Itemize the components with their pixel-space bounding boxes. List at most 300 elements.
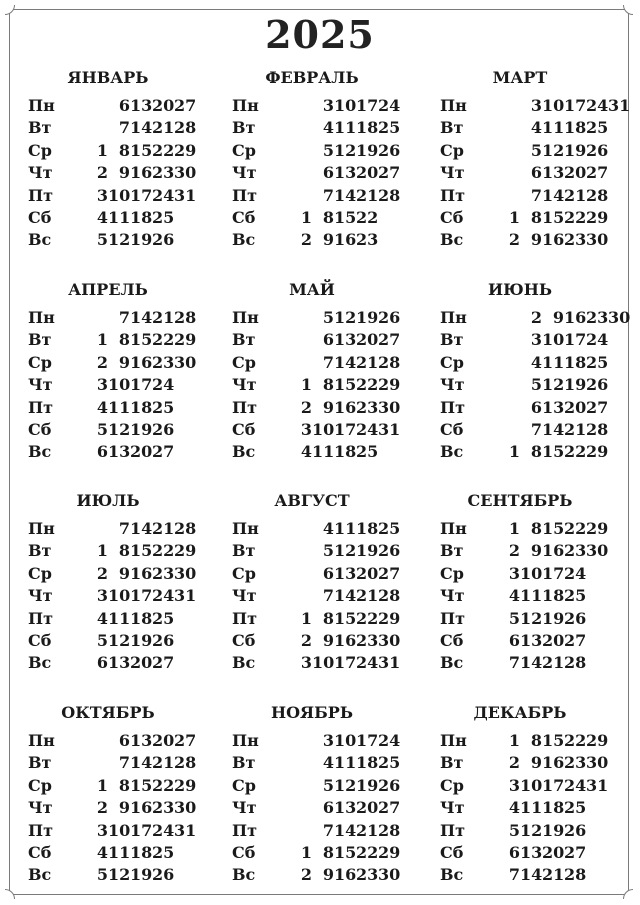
day-number: 24 [378,731,401,750]
day-number: 1 [96,775,108,795]
day-number: 15 [542,519,565,538]
day-number: 19 [564,140,587,160]
day-number: 19 [130,230,153,250]
day-number: 6 [96,653,108,673]
weekday-label: Чт [440,586,465,606]
day-number: 18 [356,519,379,538]
day-number: 5 [508,608,520,628]
day-number: 31 [378,420,401,439]
day-number: 28 [174,118,197,138]
day-number: 7 [118,308,130,327]
day-number: 17 [542,563,565,583]
day-number: 30 [586,230,609,250]
day-number: 22 [152,140,175,160]
day-number: 2 [96,798,108,818]
day-number: 11 [312,442,335,462]
day-number: 22 [564,208,587,227]
weekday-label: Пн [232,731,259,750]
day-number: 23 [564,541,587,561]
weekday-label: Сб [232,208,256,227]
day-number: 26 [564,820,587,840]
day-number: 5 [96,865,108,885]
frame-corner-ornament [623,889,633,899]
weekday-label: Вт [28,541,52,561]
day-number: 18 [130,608,153,628]
day-number: 23 [152,352,175,372]
day-number: 25 [378,118,401,138]
day-number: 19 [130,420,153,439]
day-number: 14 [334,185,357,205]
day-number: 8 [118,140,130,160]
day-number: 28 [586,420,609,439]
day-number: 14 [130,118,153,138]
year-title: 2025 [265,12,375,57]
day-number: 15 [130,541,153,561]
day-number: 25 [152,397,175,417]
day-number: 21 [152,308,175,327]
weekday-label: Пт [28,820,54,840]
month-name: МАЙ [289,280,335,299]
day-number: 1 [508,519,520,538]
day-number: 4 [508,586,520,606]
day-number: 2 [508,230,520,250]
day-number: 17 [356,96,379,115]
day-number: 9 [118,798,130,818]
day-number: 5 [508,820,520,840]
day-number: 16 [334,631,357,650]
day-number: 29 [378,375,401,395]
month-name: ОКТЯБРЬ [61,703,155,722]
day-number: 31 [174,586,197,606]
day-number: 21 [356,586,379,606]
day-number: 24 [152,820,175,840]
weekday-label: Чт [28,163,53,183]
day-number: 5 [96,420,108,439]
day-number: 17 [356,731,379,750]
day-number: 30 [174,352,197,372]
day-number: 25 [586,352,609,372]
day-number: 30 [608,308,631,327]
weekday-label: Пт [440,397,466,417]
weekday-label: Ср [28,140,52,160]
day-number: 4 [300,442,312,462]
day-number: 28 [378,352,401,372]
day-number: 13 [108,653,131,673]
day-number: 17 [130,586,153,606]
day-number: 12 [334,541,357,561]
day-number: 9 [530,541,542,561]
weekday-label: Вт [440,541,464,561]
day-number: 9 [118,163,130,183]
month-name: ФЕВРАЛЬ [265,68,359,87]
day-number: 20 [542,631,565,650]
day-number: 7 [118,753,130,773]
day-number: 8 [530,442,542,462]
weekday-label: Пн [440,519,467,538]
day-number: 5 [96,230,108,250]
day-number: 29 [174,775,197,795]
day-number: 9 [530,753,542,773]
day-number: 18 [334,442,357,462]
day-number: 22 [356,208,379,227]
day-number: 2 [96,163,108,183]
day-number: 22 [356,843,379,862]
day-number: 25 [564,798,587,818]
day-number: 22 [564,442,587,462]
day-number: 19 [356,308,379,327]
day-number: 7 [322,352,334,372]
day-number: 23 [586,308,609,327]
day-number: 12 [108,230,131,250]
weekday-label: Чт [440,163,465,183]
day-number: 3 [96,185,108,205]
day-number: 29 [378,608,401,628]
weekday-label: Пн [28,96,55,115]
weekday-label: Вт [232,541,256,561]
day-number: 21 [152,118,175,138]
day-number: 18 [130,397,153,417]
day-number: 6 [118,96,130,115]
day-number: 10 [108,375,131,395]
day-number: 29 [378,843,401,862]
day-number: 10 [312,653,335,673]
day-number: 11 [334,118,357,138]
day-number: 17 [542,775,565,795]
weekday-label: Вт [232,753,256,773]
day-number: 13 [520,843,543,862]
day-number: 27 [586,397,609,417]
day-number: 24 [152,375,175,395]
day-number: 10 [520,563,543,583]
weekday-label: Вс [440,230,464,250]
day-number: 1 [96,140,108,160]
day-number: 19 [356,775,379,795]
day-number: 26 [378,308,401,327]
day-number: 15 [542,731,565,750]
day-number: 10 [312,420,335,439]
day-number: 8 [530,731,542,750]
day-number: 16 [334,230,357,250]
day-number: 2 [300,631,312,650]
day-number: 9 [530,230,542,250]
day-number: 14 [130,753,153,773]
day-number: 8 [322,375,334,395]
day-number: 30 [378,865,401,885]
day-number: 18 [356,753,379,773]
weekday-label: Вс [440,442,464,462]
day-number: 3 [530,330,542,350]
day-number: 24 [356,653,379,673]
day-number: 4 [530,118,542,138]
weekday-label: Сб [440,420,464,439]
weekday-label: Вс [28,653,52,673]
day-number: 6 [508,843,520,862]
day-number: 21 [356,820,379,840]
day-number: 18 [542,798,565,818]
day-number: 4 [96,397,108,417]
day-number: 28 [174,753,197,773]
day-number: 1 [508,208,520,227]
day-number: 27 [378,798,401,818]
day-number: 20 [152,96,175,115]
weekday-label: Вс [232,865,256,885]
day-number: 29 [586,442,609,462]
day-number: 2 [300,397,312,417]
day-number: 3 [508,563,520,583]
day-number: 15 [130,330,153,350]
day-number: 30 [174,563,197,583]
month-name: ИЮЛЬ [76,491,140,510]
day-number: 5 [322,140,334,160]
day-number: 28 [586,185,609,205]
day-number: 27 [564,843,587,862]
day-number: 11 [108,397,131,417]
weekday-label: Вт [28,753,52,773]
day-number: 3 [322,96,334,115]
day-number: 5 [322,775,334,795]
day-number: 12 [334,775,357,795]
day-number: 7 [508,653,520,673]
day-number: 26 [586,140,609,160]
day-number: 7 [322,820,334,840]
weekday-label: Вт [232,330,256,350]
day-number: 15 [334,375,357,395]
day-number: 26 [564,608,587,628]
day-number: 12 [108,631,131,650]
weekday-label: Чт [232,375,257,395]
month-name: СЕНТЯБРЬ [467,491,573,510]
day-number: 7 [118,519,130,538]
day-number: 25 [378,519,401,538]
day-number: 1 [508,731,520,750]
day-number: 26 [378,775,401,795]
day-number: 6 [96,442,108,462]
day-number: 6 [322,563,334,583]
day-number: 21 [356,185,379,205]
weekday-label: Пт [232,397,258,417]
day-number: 7 [530,185,542,205]
day-number: 16 [334,865,357,885]
day-number: 26 [378,541,401,561]
day-number: 15 [542,442,565,462]
weekday-label: Ср [232,563,256,583]
day-number: 23 [152,163,175,183]
day-number: 13 [334,563,357,583]
weekday-label: Пт [232,185,258,205]
day-number: 16 [130,163,153,183]
weekday-label: Вс [28,230,52,250]
day-number: 4 [322,519,334,538]
weekday-label: Чт [440,798,465,818]
weekday-label: Пт [440,185,466,205]
day-number: 16 [130,563,153,583]
day-number: 8 [118,330,130,350]
day-number: 20 [152,731,175,750]
day-number: 4 [322,753,334,773]
day-number: 20 [130,442,153,462]
weekday-label: Пт [28,608,54,628]
day-number: 17 [564,96,587,115]
weekday-label: Вс [232,653,256,673]
day-number: 11 [520,798,543,818]
weekday-label: Пн [232,519,259,538]
day-number: 13 [130,731,153,750]
weekday-label: Пт [440,608,466,628]
day-number: 4 [96,608,108,628]
day-number: 25 [152,208,175,227]
day-number: 31 [378,653,401,673]
month-name: АВГУСТ [274,491,350,510]
day-number: 7 [530,420,542,439]
day-number: 20 [130,653,153,673]
day-number: 12 [108,865,131,885]
day-number: 12 [108,420,131,439]
day-number: 26 [152,230,175,250]
weekday-label: Пн [232,96,259,115]
day-number: 31 [174,820,197,840]
day-number: 5 [322,541,334,561]
weekday-label: Ср [28,775,52,795]
day-number: 15 [130,140,153,160]
day-number: 24 [564,563,587,583]
day-number: 14 [130,519,153,538]
day-number: 18 [564,352,587,372]
day-number: 11 [108,208,131,227]
day-number: 28 [174,519,197,538]
day-number: 26 [378,140,401,160]
day-number: 21 [564,420,587,439]
weekday-label: Пт [232,608,258,628]
weekday-label: Сб [28,420,52,439]
day-number: 11 [542,118,565,138]
day-number: 6 [530,397,542,417]
day-number: 14 [130,308,153,327]
day-number: 9 [322,397,334,417]
day-number: 14 [334,820,357,840]
day-number: 18 [542,586,565,606]
day-number: 2 [96,563,108,583]
day-number: 23 [564,753,587,773]
day-number: 22 [356,375,379,395]
weekday-label: Ср [232,352,256,372]
day-number: 19 [130,865,153,885]
day-number: 11 [108,608,131,628]
day-number: 13 [520,631,543,650]
weekday-label: Вт [28,118,52,138]
weekday-label: Пт [28,397,54,417]
day-number: 23 [356,230,379,250]
day-number: 11 [520,586,543,606]
day-number: 8 [322,208,334,227]
day-number: 4 [322,118,334,138]
day-number: 28 [378,820,401,840]
weekday-label: Пт [232,820,258,840]
day-number: 11 [334,753,357,773]
weekday-label: Ср [232,775,256,795]
weekday-label: Вс [28,442,52,462]
day-number: 7 [118,118,130,138]
day-number: 29 [174,330,197,350]
day-number: 27 [152,653,175,673]
day-number: 13 [542,163,565,183]
day-number: 9 [322,230,334,250]
month-name: АПРЕЛЬ [68,280,148,299]
day-number: 4 [96,208,108,227]
day-number: 2 [300,865,312,885]
weekday-label: Сб [28,843,52,862]
day-number: 10 [520,775,543,795]
day-number: 5 [96,631,108,650]
day-number: 13 [108,442,131,462]
day-number: 12 [520,820,543,840]
weekday-label: Вт [232,118,256,138]
day-number: 12 [334,140,357,160]
day-number: 14 [334,352,357,372]
day-number: 14 [542,420,565,439]
day-number: 27 [564,631,587,650]
day-number: 17 [334,653,357,673]
weekday-label: Вт [28,330,52,350]
day-number: 12 [542,140,565,160]
day-number: 5 [530,375,542,395]
day-number: 29 [586,731,609,750]
day-number: 11 [108,843,131,862]
day-number: 10 [108,820,131,840]
weekday-label: Ср [28,563,52,583]
day-number: 9 [322,865,334,885]
day-number: 6 [322,798,334,818]
day-number: 13 [334,163,357,183]
day-number: 26 [586,375,609,395]
day-number: 19 [130,631,153,650]
weekday-label: Ср [28,352,52,372]
weekday-label: Пн [28,731,55,750]
day-number: 27 [174,96,197,115]
day-number: 25 [378,753,401,773]
day-number: 2 [96,352,108,372]
day-number: 21 [542,653,565,673]
day-number: 1 [300,608,312,628]
day-number: 16 [542,753,565,773]
day-number: 7 [322,185,334,205]
day-number: 25 [152,843,175,862]
day-number: 10 [542,96,565,115]
day-number: 2 [508,541,520,561]
day-number: 9 [118,352,130,372]
day-number: 31 [586,775,609,795]
frame-corner-ornament [5,889,15,899]
day-number: 23 [152,563,175,583]
day-number: 11 [542,352,565,372]
day-number: 8 [322,843,334,862]
weekday-label: Ср [440,140,464,160]
day-number: 6 [118,731,130,750]
day-number: 22 [564,731,587,750]
weekday-label: Сб [28,631,52,650]
day-number: 9 [552,308,564,327]
day-number: 25 [564,586,587,606]
day-number: 30 [174,798,197,818]
day-number: 29 [174,140,197,160]
day-number: 20 [356,163,379,183]
day-number: 7 [322,586,334,606]
weekday-label: Вс [232,442,256,462]
day-number: 3 [300,653,312,673]
day-number: 13 [542,397,565,417]
day-number: 1 [300,843,312,862]
weekday-label: Чт [232,163,257,183]
weekday-label: Сб [440,631,464,650]
